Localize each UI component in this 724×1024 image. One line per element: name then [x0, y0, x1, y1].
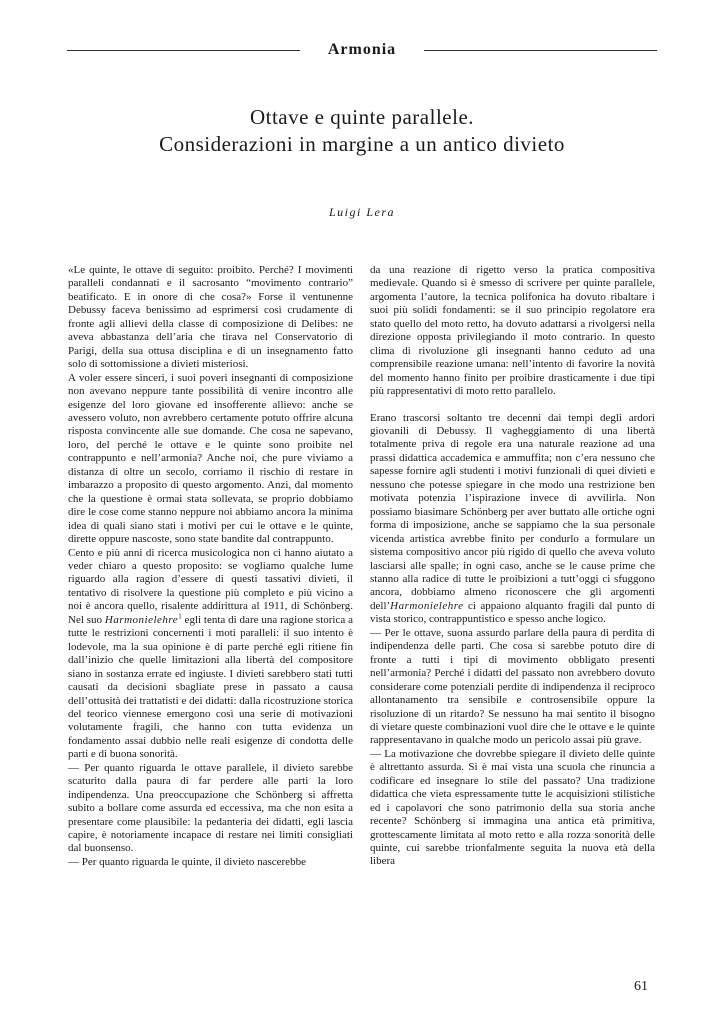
paragraph — [68, 547, 353, 762]
article-author: Luigi Lera — [328, 205, 395, 219]
article-title-line-1: Ottave e quinte parallele. — [249, 105, 475, 129]
book-title: Harmonielehre — [104, 613, 179, 626]
running-header — [67, 38, 657, 62]
section-title: Armonia — [327, 41, 397, 58]
paragraph: — Per quanto riguarda le quinte, il divieto nascerebbe — [68, 855, 306, 868]
right-column — [370, 264, 655, 869]
book-title: Harmonielehre — [390, 599, 464, 612]
paragraph-text: Erano trascorsi soltanto tre decenni dai tempi degli ardori giovanili di Debussy. Il vagheggiamento di una libertà totalmente priva di regole era una naturale reazione ad una prassi didattica accademica e ammuffita; non c’era nessuno che sapesse fornire agli studenti i motivi funzionali di quei divieti e nessuno che potesse spiegare in che modo una restrizione ben motivata potenzia l’ispirazione invece di avvilirla. Non possiamo biasimare Schönberg per aver buttato alle ortiche ogni forma di imposizione, anche se sappiamo che la sua personale vicenda artistica avrebbe finito per condurlo a formulare un sistema compositivo ancor più rigido di quello che aveva voluto lasciarsi alle spalle; in ogni caso, anche se le cause prime che stanno alla radice di tutte le proibizioni a tutt’oggi ci sfuggono ancora, dobbiamo almeno riconoscere che gli argomenti dell’ — [370, 411, 655, 612]
header-rule-left — [67, 50, 300, 51]
left-column — [68, 264, 353, 869]
paragraph-text: ci appaiono alquanto fragili dal punto di vista storico, contrappuntistico e spesso anche logico. — [370, 599, 655, 626]
paragraph-text: egli tenta di dare una ragione storica a tutte le restrizioni concernenti i moti paralleli: il suo intento è lodevole, ma la sua opinione è di parte perché egli ritiene fin dall’inizio che quelle limitazioni alla libertà del compositore siano in sostanza errate ed ingiuste. I divieti sarebbero stati tutti causati da decisioni sbagliate prese in passato a causa dell’ottusità dei trattatisti e dei didatti: dalla ricostruzione storica del teorico viennese emergono così una serie di motivazioni volutamente fragili, che hanno con tutta evidenza un fondamento assai dubbio nelle reali esigenze di condotta delle parti e di buona sonorità. — [68, 613, 353, 761]
paragraph: — Per le ottave, suona assurdo parlare della paura di perdita di indipendenza delle parti. Che cosa si sarebbe potuto dire di fronte a tutti i tipi di movimento obbligato presenti nell’armonia? Perché i didatti del passato non avrebbero dovuto considerare come potenziali perdite di indipendenza il reciproco allontanamento tra sensibile e controsensibile oppure la risoluzione di un ritardo? Se nessuno ha mai sentito il bisogno di vietare queste combinazioni vuol dire che le ottave e le quinte rappresentavano in qualche modo un pericolo assai più grave. — [370, 626, 655, 747]
paragraph: — La motivazione che dovrebbe spiegare il divieto delle quinte è altrettanto assurda. Si è mai vista una scuola che rinuncia a codificare ed insegnare lo stile del passato? Una tradizione didattica che vieta espressamente tutte le acquisizioni stilistiche ed i capolavori che sono patrimonio della sua storia anche recente? Schönberg si immagina una antica età primitiva, grottescamente limitata al moto retto e alla rozza sonorità delle quinte, cui sarebbe trionfalmente seguita la nuova età della libera — [370, 747, 655, 868]
footnote-marker: 1 — [178, 612, 182, 621]
paragraph: da una reazione di rigetto verso la pratica compositiva medievale. Quando si è smesso di scrivere per quinte parallele, argomenta l’autore, la tecnica polifonica ha dovuto ribaltare i suoi più solidi fondamenti: se il suo principio regolatore era stato quello del moto retto, ha dovuto adattarsi a rivolgersi nella direzione opposta privilegiando il moto contrario. In questo clima di rivoluzione gli insegnanti hanno ceduto ad una comprensibile reazione umana: nell’intento di favorire la novità del momento hanno finito per proibire drasticamente i due tipi più rappresentativi di moto retto parallelo. — [370, 264, 655, 398]
paragraph: «Le quinte, le ottave di seguito: proibito. Perché? I movimenti paralleli condannati e il sacrosanto “movimento contrario” beatificato. E in onore di che cosa?» Forse il ventunenne Debussy faceva benissimo ad esprimersi così crudamente di fronte agli allievi della classe di composizione di Delibes: ne aveva abbastanza dell’aria che tirava nel Conservatorio di Parigi, della sua ottusa disciplina e di un insegnamento fatto solo di sottomissione a divieti misteriosi. — [68, 264, 353, 371]
paragraph — [370, 412, 655, 627]
paragraph-text: Cento e più anni di ricerca musicologica non ci hanno aiutato a veder chiaro a questo proposito: se vogliamo qualche lume riguardo alla ragion d’essere di questi tassativi divieti, il tentativo di risolvere la questione più completo e più vicino a noi è ancora quello, risalente addirittura al 1911, di Schönberg. Nel suo — [68, 546, 353, 626]
paragraph: — Per quanto riguarda le ottave parallele, il divieto sarebbe scaturito dalla paura di far perdere alle parti la loro indipendenza. Una preoccupazione che Schönberg si affretta subito a bollare come assurda ed eccessiva, ma che non esita a presentare come plausibile: la pedanteria dei didatti, egli lascia capire, è notoriamente incapace di restare nei limiti consigliati dal buonsenso. — [68, 761, 353, 855]
header-rule-right — [424, 50, 657, 51]
article-title — [0, 104, 724, 158]
article-title-line-2: Considerazioni in margine a un antico divieto — [159, 132, 565, 156]
paragraph: A voler essere sinceri, i suoi poveri insegnanti di composizione non avevano neppure tante possibilità di venire incontro alle esigenze del loro giovane ed insofferente allievo: anche se avessero voluto, non avrebbero certamente potuto offrire alcuna risposta convincente alle sue domande. Che cosa ne sapevano, loro, del perché le ottave e le quinte sono proibite nel contrappunto e nell’armonia? Anche noi, che pure viviamo a distanza di oltre un secolo, corriamo il rischio di restare in imbarazzo a proposito di questo argomento. Anzi, dal momento che la questione è ormai stata sollevata, se proprio dobbiamo dire le cose come stanno neppure noi abbiamo ancora la minima idea di quali siano stati i motivi per cui le ottave e le quinte, dirette oppure nascoste, sono state bandite dal contrappunto. — [68, 371, 353, 546]
page-number: 61 — [634, 979, 648, 994]
